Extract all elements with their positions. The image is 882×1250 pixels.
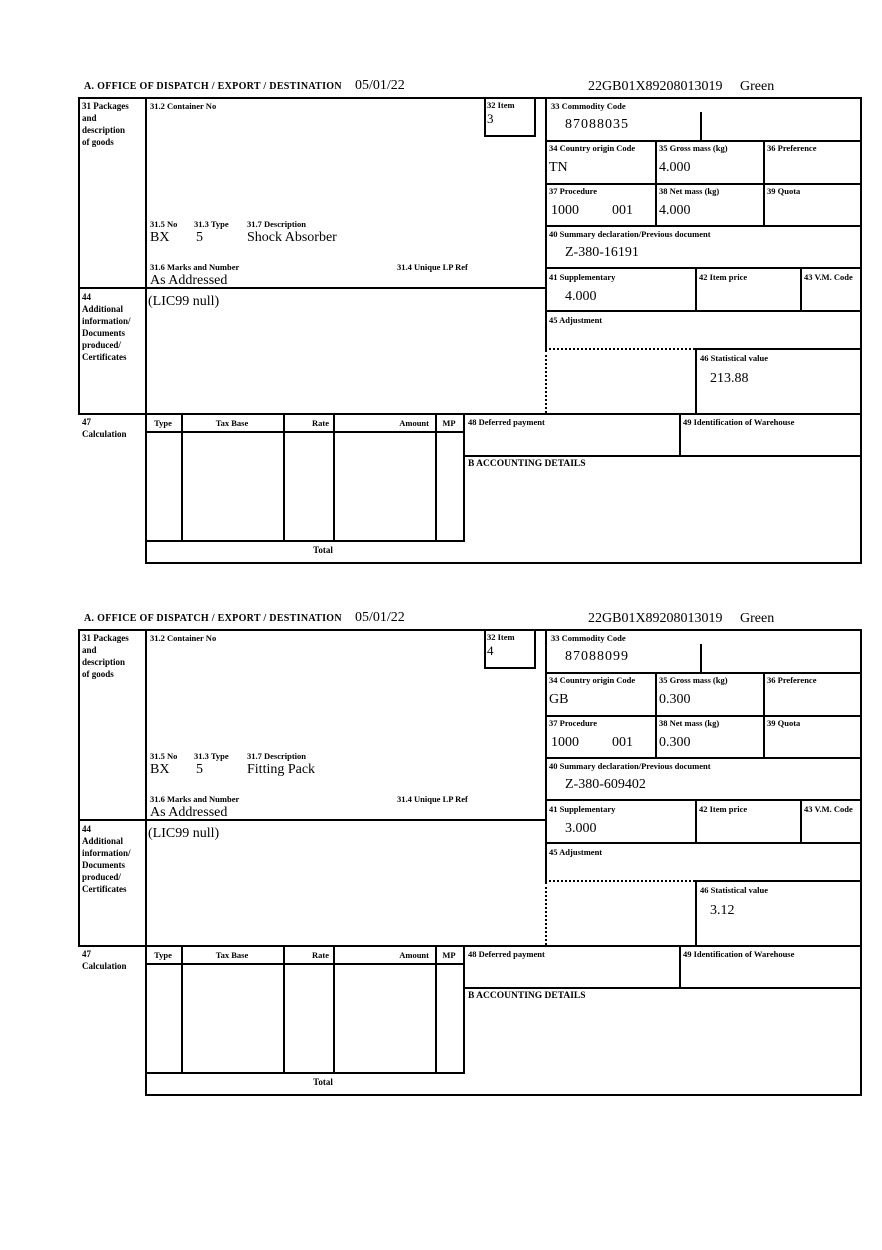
divider-line [145,629,147,1096]
dotted-divider-line [545,880,695,882]
divider-line [463,413,465,542]
divider-line [145,963,465,965]
divider-line [695,880,697,945]
divider-line [435,945,437,1072]
box31-7-description-label: 31.7 Description [247,219,307,229]
box41-supplementary-label: 41 Supplementary [549,272,616,282]
box38-net-mass-value: 4.000 [659,203,691,218]
box31-3-type-value: 5 [196,762,203,777]
divider-line [860,97,862,564]
divider-line [695,348,697,413]
box34-country-origin-value: GB [549,692,569,707]
divider-line [695,880,862,882]
box41-supplementary-value: 3.000 [565,821,597,836]
box31-packages-label: 31 Packages and description of goods [82,633,129,679]
box40-summary-declaration-value: Z-380-16191 [565,245,639,260]
divider-line [860,629,862,1096]
divider-line [463,455,862,457]
section-a-header: A. OFFICE OF DISPATCH / EXPORT / DESTINATION [84,81,342,92]
box42-item-price-label: 42 Item price [699,272,748,282]
box35-gross-mass-value: 0.300 [659,692,691,707]
box45-adjustment-label: 45 Adjustment [549,315,603,325]
box32-item-value: 3 [487,111,494,126]
box33-commodity-code-label: 33 Commodity Code [551,101,626,111]
tax-base-header: Tax Base [215,950,249,960]
divider-line [800,267,802,312]
box35-gross-mass-value: 4.000 [659,160,691,175]
box48-deferred-payment-label: 48 Deferred payment [468,417,545,427]
divider-line [78,287,547,289]
box44-additional-info-value: (LIC99 null) [148,826,220,841]
box37-procedure-label: 37 Procedure [549,186,598,196]
total-label: Total [313,1077,333,1087]
divider-line [145,1094,862,1096]
tax-base-header: Tax Base [215,418,249,428]
declaration-reference: 22GB01X89208013019 [588,79,723,94]
box34-country-origin-label: 34 Country origin Code [549,143,636,153]
box32-item-value: 4 [487,643,494,658]
box38-net-mass-label: 38 Net mass (kg) [659,718,720,728]
divider-line [145,97,147,564]
tax-mp-header: MP [442,418,456,428]
divider-line [545,799,862,801]
box31-2-container-no-label: 31.2 Container No [150,101,217,111]
routing-indicator: Green [740,79,775,94]
divider-line [545,757,862,759]
box49-warehouse-label: 49 Identification of Warehouse [683,417,795,427]
box31-4-unique-lp-ref-label: 31.4 Unique LP Ref [397,794,468,804]
divider-line [545,672,862,674]
divider-line [763,140,765,227]
divider-line [545,715,862,717]
box43-vm-code-label: 43 V.M. Code [804,272,853,282]
box39-quota-label: 39 Quota [767,186,801,196]
box33-commodity-code-value: 87088035 [565,117,629,132]
divider-line [655,672,657,759]
divider-line [463,945,465,1074]
divider-line [181,945,183,1072]
box41-supplementary-label: 41 Supplementary [549,804,616,814]
tax-amount-header: Amount [399,418,429,428]
box31-6-marks-value: As Addressed [150,805,228,820]
divider-line [763,672,765,759]
divider-line [283,945,285,1072]
divider-line [534,97,536,137]
divider-line [695,348,862,350]
box46-statistical-value: 3.12 [710,903,735,918]
box36-preference-label: 36 Preference [767,675,817,685]
box38-net-mass-label: 38 Net mass (kg) [659,186,720,196]
divider-line [545,267,862,269]
divider-line [145,562,862,564]
divider-line [800,799,802,844]
divider-line [679,413,681,457]
tax-rate-header: Rate [312,418,329,428]
divider-line [78,413,862,415]
divider-line [283,413,285,540]
box44-additional-info-label: 44 Additional information/ Documents produced/ Certificates [82,824,131,894]
divider-line [435,413,437,540]
item-form-1 [78,78,864,568]
box34-country-origin-value: TN [549,160,568,175]
box37-procedure-extra-value: 001 [612,203,633,218]
declaration-reference: 22GB01X89208013019 [588,611,723,626]
box31-3-type-label: 31.3 Type [194,751,229,761]
accounting-details-header: B ACCOUNTING DETAILS [468,991,586,1001]
box47-calculation-label: 47 Calculation [82,949,127,971]
divider-line [181,413,183,540]
box33-commodity-code-value: 87088099 [565,649,629,664]
divider-line [484,629,486,669]
box43-vm-code-label: 43 V.M. Code [804,804,853,814]
box46-statistical-value-label: 46 Statistical value [700,885,768,895]
box44-additional-info-value: (LIC99 null) [148,294,220,309]
dispatch-date: 05/01/22 [355,78,405,93]
box31-5-no-value: BX [150,762,170,777]
divider-line [545,97,547,348]
dotted-divider-line [545,348,695,350]
box31-3-type-label: 31.3 Type [194,219,229,229]
divider-line [545,183,862,185]
box41-supplementary-value: 4.000 [565,289,597,304]
divider-line [655,140,657,227]
box45-adjustment-label: 45 Adjustment [549,847,603,857]
box40-summary-declaration-value: Z-380-609402 [565,777,646,792]
box31-6-marks-label: 31.6 Marks and Number [150,794,240,804]
box49-warehouse-label: 49 Identification of Warehouse [683,949,795,959]
divider-line [695,799,697,844]
box37-procedure-extra-value: 001 [612,735,633,750]
item-form-2 [78,610,864,1100]
box40-summary-declaration-label: 40 Summary declaration/Previous document [549,761,711,771]
box37-procedure-label: 37 Procedure [549,718,598,728]
divider-line [333,413,335,540]
box31-6-marks-value: As Addressed [150,273,228,288]
divider-line [145,1072,465,1074]
divider-line [695,267,697,312]
divider-line [484,667,536,669]
divider-line [333,945,335,1072]
routing-indicator: Green [740,611,775,626]
divider-line [534,629,536,669]
divider-line [679,945,681,989]
divider-line [545,225,862,227]
divider-line [78,629,862,631]
box31-4-unique-lp-ref-label: 31.4 Unique LP Ref [397,262,468,272]
box33-commodity-code-label: 33 Commodity Code [551,633,626,643]
box36-preference-label: 36 Preference [767,143,817,153]
divider-line [78,97,80,413]
divider-line [545,310,862,312]
dispatch-date: 05/01/22 [355,610,405,625]
box34-country-origin-label: 34 Country origin Code [549,675,636,685]
box31-5-no-value: BX [150,230,170,245]
divider-line [700,644,702,672]
divider-line [78,819,547,821]
tax-amount-header: Amount [399,950,429,960]
box37-procedure-value: 1000 [551,735,579,750]
box38-net-mass-value: 0.300 [659,735,691,750]
tax-mp-header: MP [442,950,456,960]
box31-6-marks-label: 31.6 Marks and Number [150,262,240,272]
divider-line [78,945,862,947]
box31-5-no-label: 31.5 No [150,219,178,229]
box44-additional-info-label: 44 Additional information/ Documents produced/ Certificates [82,292,131,362]
tax-type-header: Type [154,950,172,960]
box48-deferred-payment-label: 48 Deferred payment [468,949,545,959]
divider-line [700,112,702,140]
box31-7-description-value: Fitting Pack [247,762,316,777]
divider-line [545,629,547,880]
dotted-divider-line [545,882,547,945]
box31-2-container-no-label: 31.2 Container No [150,633,217,643]
box31-7-description-label: 31.7 Description [247,751,307,761]
box40-summary-declaration-label: 40 Summary declaration/Previous document [549,229,711,239]
divider-line [78,629,80,945]
box37-procedure-value: 1000 [551,203,579,218]
divider-line [463,987,862,989]
divider-line [145,431,465,433]
box32-item-label: 32 Item [487,632,515,642]
box46-statistical-value: 213.88 [710,371,749,386]
tax-rate-header: Rate [312,950,329,960]
box31-5-no-label: 31.5 No [150,751,178,761]
divider-line [545,842,862,844]
dotted-divider-line [545,350,547,413]
box31-packages-label: 31 Packages and description of goods [82,101,129,147]
divider-line [78,97,862,99]
box32-item-label: 32 Item [487,100,515,110]
divider-line [545,140,862,142]
divider-line [145,540,465,542]
divider-line [484,97,486,137]
box39-quota-label: 39 Quota [767,718,801,728]
box42-item-price-label: 42 Item price [699,804,748,814]
accounting-details-header: B ACCOUNTING DETAILS [468,459,586,469]
tax-type-header: Type [154,418,172,428]
box31-3-type-value: 5 [196,230,203,245]
divider-line [484,135,536,137]
box47-calculation-label: 47 Calculation [82,417,127,439]
section-a-header: A. OFFICE OF DISPATCH / EXPORT / DESTINATION [84,613,342,624]
total-label: Total [313,545,333,555]
box31-7-description-value: Shock Absorber [247,230,337,245]
box46-statistical-value-label: 46 Statistical value [700,353,768,363]
box35-gross-mass-label: 35 Gross mass (kg) [659,675,728,685]
box35-gross-mass-label: 35 Gross mass (kg) [659,143,728,153]
